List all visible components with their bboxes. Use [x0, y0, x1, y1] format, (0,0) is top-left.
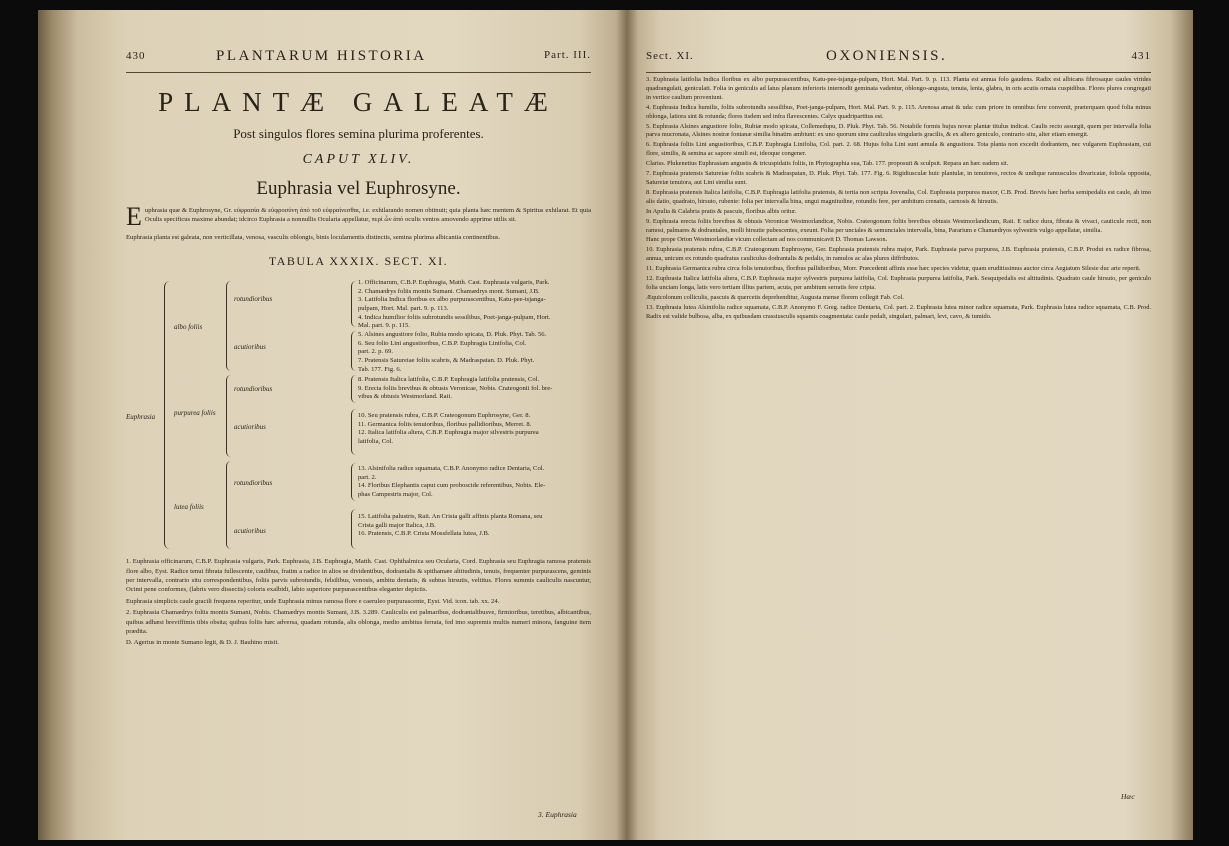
table-entry: 9. Erecta foliis brevibus & obtusis Veronicae, Nobis. Crateogonii fol. bre- [358, 384, 553, 392]
group-label-3: lutea foliis [174, 503, 204, 512]
body-paragraph: 1. Euphrasia officinarum, C.B.P. Euphrasia vulgaris, Park. Euphrasia, J.B. Euphragia, Matth. Cast. Ophthalmica seu Ocularia, Cord. Euphrasia seu Euphragia ramosa pratensis flore albo, Eyst. Radice tenui fibrata fullescente, caulibus, fratim a radice in alios se dividentibus, dodrantalis & spithamæe altitudinis, tenuis, frequenter purpurascens, geminis per intervalla, contrario situ correspondentibus, foliis parvis subrotundis, felsilibus, venosis, ambitu dentatis, & subtus hirsutis, veltitus. Flores summis cauliculis nascuntur, Ocimi pene conformes, (labris vero dissectis) coloris exalbidi, labio superiore purpurascentibus eleganter depictis. [126, 558, 591, 594]
brace-group-2 [226, 375, 231, 457]
brace-group-3 [226, 461, 231, 549]
sub-label-3a: rotundioribus [234, 479, 273, 488]
catchword-left: 3. Euphrasia [538, 810, 577, 819]
head-rule [126, 72, 591, 73]
sub-label-2b: acutioribus [234, 423, 266, 432]
table-entry: 5. Alsines angustiore folio, Rubia modo spicata, D. Pluk. Phyt. Tab. 56. [358, 331, 547, 339]
left-page-content [126, 46, 591, 648]
body-paragraph: 11. Euphrasia Germanica rubra circa folis tenuioribus, floribus pallidioribus, Morr. Præcedenti affinis esse hæc species videtur, quam eruditissimus auctor circa Aegiatum Silesie duc arte reperit. [646, 265, 1141, 273]
body-paragraph: 6. Euphrasia foliis Lini angustioribus, C.B.P. Euphragia Linifolia, Col. part. 2. 68. Hujus folia Lini sunt æmula & angustiora. Tota planta non excedit dodrantem, nec vulgarem Euphrasiam, cui flore, similis, & semina ac sapore simili est, ideoque congener. [646, 141, 1151, 158]
table-entry: 6. Seu folio Lini angustioribus, C.B.P. Euphragia Linifolia, Col. [358, 339, 527, 347]
page-number-left: 430 [126, 50, 146, 62]
intro-paragraph: Euphrasia quæ & Euphrosyne, Gr. εὐφρασία & εὐφροσύνη ἀπὸ τοῦ εὐφραίνεσθαι, i.e. exhilarando nomen obtinuit; quia planta hæc mentem & Spiritus exhilarat. Et quia Oculis specificus maxime abundat; idcirco Euphrasia a nonnullis Ocularia appellatur, περὶ ὧν ἀπὸ οculis ventos amovendo apprime utilis sit. [126, 202, 591, 231]
body-paragraph: 3. Euphrasia latifolia Indica floribus ex albo purpurascentibus, Katu-pee-tsjanga-pulpam, Hort. Mal. Part. 9. p. 113. Planta est annua folo gaudens. Radix est albicans fibrosaque caules virides quadrangulati, geniculati. Folia in geniculis ad latus planum inferioris internodii geminata vadentur, oblongo-angusta, tenuia, lenia, glabra, in oris acutis ornata cuspidibus. Flores plures congregati in vertice caulium proveniunt. [646, 76, 1151, 101]
table-entry: 11. Germanica foliis tenuioribus, floribus pallidioribus, Merret. 8. [358, 420, 532, 428]
brace-group-1 [226, 281, 231, 371]
left-body-text [126, 557, 591, 648]
table-entry: 16. Pratensis, C.B.P. Crista Mossfellata lutea, J.B. [358, 530, 490, 538]
table-entry: Tab. 177. Fig. 6. [358, 365, 402, 373]
table-entry: 13. Alsinifolia radice squamata, C.B.P. Anonymo radice Dentaria, Col. [358, 465, 545, 473]
table-entry: 15. Latifolia palustris, Raii. An Crista galli affinis planta Romana, seu [358, 513, 543, 521]
body-paragraph: 9. Euphrasia erecta foliis brevibus & obtusis Veronicæ Westmorlandicæ, Nobis. Crateogonum foliis brevibus obtusis Westmorlandicum, Raii. E radice dura, fibrata & vivaci, cauticule recti, non ramosi, palmares & dodrantales, molli hirsutie pubescentes, exeunt. Folia per unciales & semunciales intervalla, bina, Pararium e Chamædryos sylvestris vulgo appellatæ, similia. [646, 217, 1151, 234]
sub-label-1b: acutioribus [234, 343, 266, 352]
head-rule [646, 72, 1151, 73]
body-paragraph: 2. Euphrasia Chamædrys foliis montis Sumani, Nobis. Chamædrys montis Sumani, J.B. 3.289. Cauliculis est palmaribus, dodrantalibusve, firmioribus, teretibus, albicantibus, quibus adhæsi breviffimis tibis obsita; quibus foliis hæc adversa, quadam rotunda, alis oblonga, medio ambitus ferrata, fed imo supremis multis numeri minora, fanguine item prædita. [126, 609, 591, 636]
table-entry: 3. Latifolia Indica floribus ex albo purpurascentibus, Katu-pee-tsjanga- [358, 296, 546, 304]
body-paragraph: Clariss. Plukenetius Euphrasiam angustis & tricuspidatis foliis, in Phytographia sua, Tab. 177. proposuit & sculpsit. Repara an hæc eadem sit. [646, 160, 1009, 168]
body-paragraph: Hanc prope Orton Westmorlandiæ vicum collectam ad nos communicavit D. Thomas Lawson. [646, 236, 888, 244]
table-entry: Mal. part. 9. p. 115. [358, 322, 410, 330]
table-entry: phas Campestris major, Col. [358, 491, 433, 498]
sub-label-1a: rotundioribus [234, 295, 273, 304]
entries-3a [358, 465, 591, 499]
section-title: PLANTÆ GALEATÆ [158, 87, 559, 117]
left-page [38, 10, 626, 840]
book-gutter [616, 10, 638, 840]
genus-title: Euphrasia vel Euphrosyne. [256, 178, 461, 199]
body-paragraph: 7. Euphrasia pratensis Satureiae foliis scabris & Madraspatan, D. Pluk. Phyt. Tab. 177. Fig. 6. Rigidiusculæ huic plantulæ, in tenuiores, rectos & undique ramusculos divaricatæ, foliola opposita, Satureiæ tenuiora, aut Lini similia sunt. [646, 170, 1151, 186]
body-paragraph: 13. Euphrasia lutea Alsinifolia radice squamata, C.B.P. Anonymo F. Greg. radice Dentaria, Col. part. 2. Euphrasia lutea minor radice squamata, Park. Euphrasia lutea radice squamata, C.B. Prod. Radix est valide bulbosa, alba, ex quibusdam crassiusculis squamis coagmentata: caule pedali, singulari, palmari, levi, cavo, & tumido. [646, 303, 1151, 320]
running-title-right: OXONIENSIS. [826, 48, 948, 64]
right-body-text [646, 76, 1151, 322]
table-entry: Crista galli major Italica, J.B. [358, 521, 436, 529]
brace-sub-1a [351, 281, 356, 327]
group-label-2: purpurea foliis [174, 409, 216, 418]
body-paragraph: 4. Euphrasia Indica humilis, foliis subrotundis sessilibus, Poet-janga-pulpam, Hort. Mal. Part. 9. p. 115. Arenosa amat & uda: cum priore in omnibus fere convenit, præterquam quod folia minus oblonga, latiora sint & rotunda; flores iisdem sed infra flavescentes. Calyx quadripartitus est. [646, 103, 1151, 120]
table-entry: 8. Pratensis Italica latifolia, C.B.P. Euphragia latifolia pratensis, Col. [358, 376, 540, 384]
part-label: Part. III. [544, 49, 591, 61]
catchword-right: Hæc [1121, 792, 1135, 801]
entries-2b [358, 412, 591, 446]
group-label-1: albo foliis [174, 323, 203, 332]
body-paragraph: Euphrasia simplicis caule gracili frequens reperitur, unde Euphrasia minus ramosa flore e caeruleo purpurascente, Eyst. Vid. icon. tab. xx. 24. [126, 597, 500, 605]
entries-3b [358, 513, 591, 539]
table-entry: 4. Indica humilior foliis subrotundis sessilibus, Poet-janga-pulpam, Hort. [358, 313, 551, 321]
table-entry: 14. Floribus Elephantis caput cum proboscide referentibus, Nobis. Ele- [358, 482, 546, 490]
brace-sub-2b [351, 409, 356, 455]
chapter-heading: CAPUT XLIV. [302, 152, 415, 167]
body-paragraph: D. Agerius in monte Sumano legit, & D. J. Bauhino misit. [126, 639, 279, 647]
brace-sub-3b [351, 509, 356, 549]
table-entry: 10. Seu pratensis rubra, C.B.P. Crateogonum Euphrosyne, Ger. 8. [358, 412, 531, 420]
body-paragraph: 5. Euphrasia Alsines angustiore folio, Rubiæ modo spicata, Collemedupu, D. Pluk. Phyt. Tab. 56. Notabile formis hujus novæ plantæ titulus indicat. Caulis recto assurgit, quem per intervalla folia parva mucronata, Alsines nostræ fontanæ similia binatim ambiunt: ex uno quorum sinu cauliculus singularis gracilis, & ex altero geniculo, contrario situ, alter etiam emergit. [646, 122, 1151, 139]
entries-2a [358, 376, 591, 402]
table-entry: part. 2. p. 69. [358, 348, 393, 356]
definition-paragraph: Euphrasia planta est galeata, non verticillata, venosa, vasculis oblongis, binis loculamentis distinctis, semina plurima albicantia continentibus. [126, 233, 501, 241]
brace-genus [164, 281, 170, 549]
brace-sub-1b [351, 331, 356, 371]
table-heading: TABULA XXXIX. SECT. XI. [268, 254, 449, 269]
table-entry: 2. Chamædrys foliis montis Sumani. Chamædrys mont. Sumani, J.B. [358, 287, 540, 295]
table-genus-label: Euphrasia [126, 413, 156, 422]
table-entry: part. 2. [358, 473, 377, 481]
entries-1b [358, 331, 591, 374]
right-page-content [646, 46, 1151, 322]
table-entry: 1. Officinarum, C.B.P. Euphragia, Matth. Cast. Euphrasia vulgaris, Park. [358, 279, 550, 287]
table-entry: vibus & obtusis Westmorland. Raii. [358, 393, 452, 401]
classification-table [126, 275, 591, 555]
table-entry: 12. Italica latifolia altera, C.B.P. Euphragia major silvestris purpurea [358, 429, 539, 437]
running-head-left [126, 46, 591, 70]
body-paragraph: Æquicolonum colliculis, pascuis & quercetis deprehenditur, Augusta mense florem collegit Fab. Col. [646, 293, 904, 301]
body-paragraph: 12. Euphrasia Italica latifolia altera, C.B.P. Euphrasia major sylvestris purpurea latifolia, Col. Euphrasia purpurea latifolia, Park. Sesquipedalis est altitudinis. Quadrato caule hirsuto, per geniculo folia unciam longa, latis vero tertiam illius partem, acuta, per ambitum serratis fere cripta. [646, 275, 1151, 291]
section-subtitle: Post singulos flores semina plurima proferentes. [233, 126, 484, 141]
sub-label-2a: rotundioribus [234, 385, 273, 394]
running-head-right [646, 46, 1151, 70]
body-paragraph: 8. Euphrasia pratensis Italica latifolia, C.B.P. Euphragia latifolia pratensis, & tertia non scripta Jovenalia, Col. Euphrasia purpurea maxor, C.B. Prod. Brevis hæc herba semipedalis est caule, ab imo alis datio, quadrato, hirsuto, rubente: folia per intervalla bina, ungui magnitudine, rotundis fere, per ambitum crenatis, carnosis & hirsutis. [646, 188, 1151, 205]
body-paragraph: In Apulia & Calabria pratis & pascuis, floribus albis oritur. [646, 207, 797, 215]
running-title-left: PLANTARUM HISTORIA [216, 48, 427, 64]
table-entry: latifolia, Col. [358, 438, 393, 445]
brace-sub-3a [351, 463, 356, 501]
sub-label-3b: acutioribus [234, 527, 266, 536]
body-paragraph: 10. Euphrasia pratensis rubra, C.B.P. Crateogonum Euphrosyne, Ger. Euphrasia pratensis rubra major, Park. Euphrasia parva purpurea, J.B. Euphrasia pratensis, C.B.P. Produt ex radice fibrosa, annua, unicum ex rotundo quadratus cauliculus dodrantalis & pedalis, in ramulos ac alas plures diffributos. [646, 246, 1151, 263]
table-entry: 7. Pratensis Satureiae foliis scabris, & Madraspatan. D. Pluk. Phyt. [358, 357, 535, 364]
section-label: Sect. XI. [646, 50, 694, 62]
brace-sub-2a [351, 375, 356, 403]
book-spread [38, 10, 1193, 840]
page-number-right: 431 [1131, 50, 1151, 62]
entries-1a [358, 279, 591, 331]
right-page [626, 10, 1193, 840]
table-entry: pulpam, Hort. Mal. part. 9. p. 113. [358, 305, 449, 312]
